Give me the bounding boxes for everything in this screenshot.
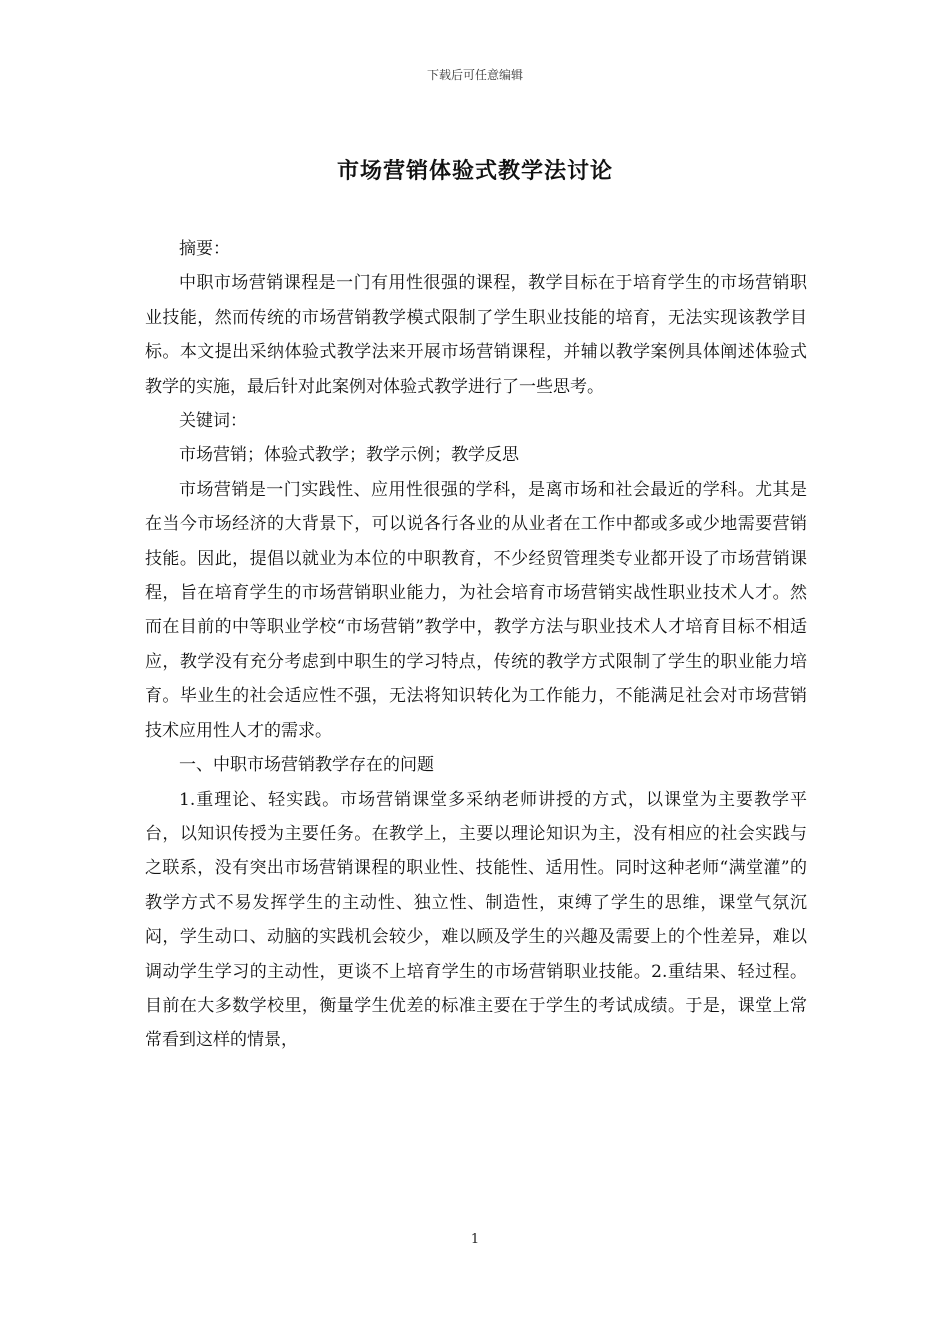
document-body [145, 232, 807, 1058]
keywords-label: 关键词： [179, 411, 247, 432]
section-paragraph: 1.重理论、轻实践。市场营销课堂多采纳老师讲授的方式，以课堂为主要教学平台，以知识传授为主要任务。在教学上，主要以理论知识为主，没有相应的社会实践与之联系，没有突出市场营销课程的职业性、技能性、适用性。同时这种老师“满堂灌”的教学方式不易发挥学生的主动性、独立性、制造性，束缚了学生的思维，课堂气氛沉闷，学生动口、动脑的实践机会较少，难以顾及学生的兴趣及需要上的个性差异，难以调动学生学习的主动性，更谈不上培育学生的市场营销职业技能。2.重结果、轻过程。目前在大多数学校里，衡量学生优差的标准主要在于学生的考试成绩。于是，课堂上常常看到这样的情景， [145, 789, 807, 1051]
intro-paragraph: 市场营销是一门实践性、应用性很强的学科，是离市场和社会最近的学科。尤其是在当今市场经济的大背景下，可以说各行各业的从业者在工作中都或多或少地需要营销技能。因此，提倡以就业为本位的中职教育，不少经贸管理类专业都开设了市场营销课程，旨在培育学生的市场营销职业能力，为社会培育市场营销实战性职业技术人才。然而在目前的中等职业学校“市场营销”教学中，教学方法与职业技术人才培育目标不相适应，教学没有充分考虑到中职生的学习特点，传统的教学方式限制了学生的职业能力培育。毕业生的社会适应性不强，无法将知识转化为工作能力，不能满足社会对市场营销技术应用性人才的需求。 [145, 479, 807, 741]
keywords-paragraph: 市场营销；体验式教学；教学示例；教学反思 [179, 445, 519, 466]
abstract-label: 摘要： [179, 239, 230, 259]
abstract-paragraph: 中职市场营销课程是一门有用性很强的课程，教学目标在于培育学生的市场营销职业技能，然而传统的市场营销教学模式限制了学生职业技能的培育，无法实现该教学目标。本文提出采纳体验式教学法来开展市场营销课程，并辅以教学案例具体阐述体验式教学的实施，最后针对此案例对体验式教学进行了一些思考。 [145, 273, 807, 397]
page-number: 1 [470, 1232, 480, 1247]
document-title: 市场营销体验式教学法讨论 [336, 159, 613, 184]
page-header: 下载后可任意编辑 [426, 68, 523, 82]
section-heading: 一、中职市场营销教学存在的问题 [179, 755, 434, 776]
